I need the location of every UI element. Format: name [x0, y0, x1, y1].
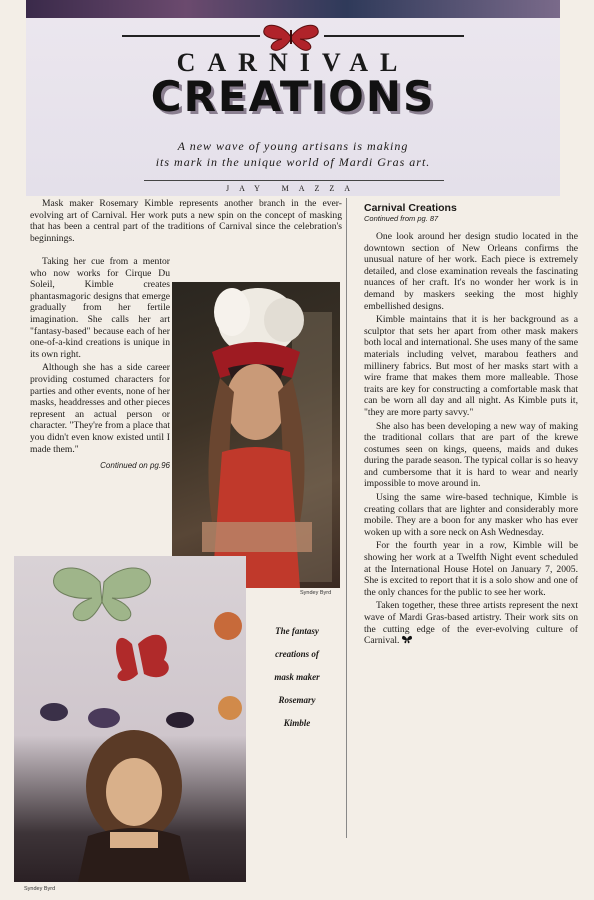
- caption-line-5: Kimble: [283, 718, 311, 728]
- lead-paragraph: Mask maker Rosemary Kimble represents another branch in the ever-evolving art of Carnival. Her work puts a new spin on the concept of masking that has been a central part of the traditions of Carnival since the celebration's beginnings.: [30, 198, 342, 244]
- photo-credit-1: Syndey Byrd: [300, 590, 332, 596]
- col2-paragraph-3: She also has been developing a new way of making the traditional collars that are part of the krewe costumes seen on kings, queens, maids and dukes during the parade season. The typical collar is so heavy and cumbersome that it is hard to wear and nearly impossible to move around in.: [364, 420, 578, 490]
- caption-line-2: creations of: [275, 649, 319, 659]
- col2-paragraph-6: [364, 600, 578, 646]
- byline-rule: [144, 180, 444, 181]
- column-1-lead: [30, 198, 342, 244]
- col2-paragraph-6-text: Taken together, these three artists represent the next wave of Mardi Gras-based artistry. Their work sits on the cutting edge of the ever-evolving culture of Carnival.: [364, 600, 578, 647]
- continuation-head: Carnival Creations: [364, 202, 457, 214]
- col2-paragraph-5: For the fourth year in a row, Kimble will be showing her work at a Twelfth Night event scheduled at the International House Hotel on January 7, 2005. She is excited to report that it is a solo show and one of the only chances for the public to see her work.: [364, 540, 578, 598]
- end-of-story-icon: [402, 635, 412, 644]
- photo-headdress-portrait: [172, 282, 340, 588]
- masks-photo-art: [14, 556, 246, 882]
- header-rule-left: [122, 35, 260, 37]
- col2-paragraph-2: Kimble maintains that it is her background as a sculptor that sets her apart from other mask makers both local and international. She uses many of the same materials including velvet, marabou feathers and millinery fabrics. But most of her masks start with a wire frame that makes them more malleable. Those traits are key for constructing a comfortable mask that can be worn all day and all night. As Kimble puts it, "they are more party savvy.": [364, 314, 578, 418]
- continued-from-note: Continued from pg. 87: [364, 214, 439, 223]
- continued-on-note: Continued on pg.96: [100, 461, 170, 471]
- column-1-body: [30, 256, 170, 470]
- column-divider: [346, 198, 347, 838]
- byline: JAY MAZZA: [225, 184, 361, 193]
- deck-line-2: its mark in the unique world of Mardi Gras art.: [155, 155, 431, 169]
- body-paragraph-2: Taking her cue from a mentor who now works for Cirque Du Soleil, Kimble creates phantasmagoric designs that emerge gradually from her fertile imagination. She calls her art "fantasy-based" because each of her one-of-a-kind creations is unique in its own right.: [30, 256, 170, 360]
- caption-line-4: Rosemary: [278, 695, 316, 705]
- caption-line-1: The fantasy: [275, 626, 319, 636]
- photo-caption: [262, 620, 332, 735]
- deck-line-1: A new wave of young artisans is making: [177, 139, 409, 153]
- body-paragraph-3: Although she has a side career providing costumed characters for parties and other events, none of her masks, headdresses and other pieces represent an actual person or character. "They're from a place that you didn't even know existed until I made them.": [30, 362, 170, 455]
- top-photo-strip: [26, 0, 560, 18]
- header-rule-right: [324, 35, 464, 37]
- column-2: [364, 202, 578, 649]
- photo-masks-portrait: [14, 556, 246, 882]
- article-header: [26, 18, 560, 196]
- headline-deck: [86, 138, 500, 170]
- photo-credit-2: Syndey Byrd: [24, 886, 56, 892]
- headline-title: CREATIONS: [150, 72, 436, 121]
- caption-line-3: mask maker: [274, 672, 320, 682]
- col2-paragraph-1: One look around her design studio located in the downtown section of New Orleans confirms the unusual nature of her work. Each piece is extremely detailed, and close examination reveals the fascinating nuances of her craft. It's no wonder her work is in demand by maskers seeking the most highly embellished designs.: [364, 231, 578, 312]
- headline-kicker: CARNIVAL: [176, 48, 410, 77]
- headdress-photo-art: [172, 282, 340, 588]
- col2-paragraph-4: Using the same wire-based technique, Kimble is creating collars that are lighter and considerably more mobile. They are a boon for any masker who has ever woken up with a sore neck on Ash Wednesday.: [364, 492, 578, 538]
